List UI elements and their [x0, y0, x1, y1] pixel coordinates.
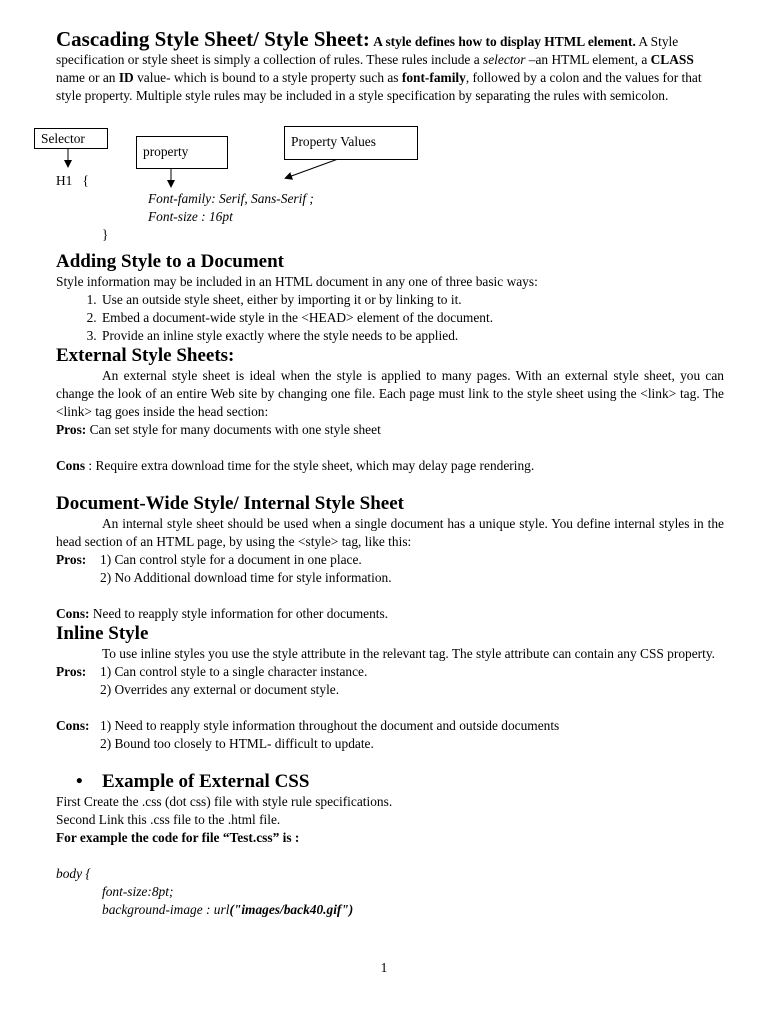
code-body-open: body { [56, 866, 91, 882]
example-line-3-text: For example the code for file “Test.css” is : [56, 830, 300, 846]
pros-label: Pros: [56, 664, 87, 680]
example-line-2: Second Link this .css file to the .html file. [56, 812, 281, 828]
code-font-family: Font-family: Serif, Sans-Serif ; [148, 191, 314, 207]
inline-heading: Inline Style [56, 623, 149, 645]
page-title: Cascading Style Sheet/ Style Sheet: [56, 27, 370, 51]
property-values-label-box: Property Values [284, 126, 418, 160]
external-cons [56, 457, 724, 475]
code-bg-value: ("images/back40.gif") [229, 902, 354, 918]
selector-word: selector [483, 52, 526, 67]
selector-h1: H1 { [56, 173, 89, 189]
code-font-size-line [56, 883, 724, 901]
pros-label: Pros: [56, 552, 87, 568]
selector-label-box: Selector [34, 128, 108, 149]
list-item: 3. Provide an inline style exactly where the style needs to be applied. [100, 327, 724, 345]
docwide-cons [56, 605, 724, 623]
code-font-size-text: font-size:8pt; [102, 884, 174, 900]
document-page [41, 27, 724, 919]
docwide-body: An internal style sheet should be used when a single document has a unique style. You define internal styles in the head section of an HTML page, by using the <style> tag, like this: [56, 516, 724, 550]
example-line-3 [56, 829, 724, 847]
example-heading-text: Example of External CSS [102, 771, 310, 793]
external-body: An external style sheet is ideal when the style is applied to many pages. With an external style sheet, you can change the look of an entire Web site by changing one file. Each page must link to the style sheet using the <link> tag. The <link> tag goes inside the head section: [56, 368, 724, 420]
list-item: 1. Use an outside style sheet, either by importing it or by linking to it. [100, 291, 724, 309]
cons-label: Cons [56, 458, 86, 474]
page-number: 1 [380, 960, 388, 975]
adding-style-heading: Adding Style to a Document [56, 251, 285, 273]
inline-pros-2 [56, 681, 724, 699]
inline-body: To use inline styles you use the style attribute in the relevant tag. The style attribute can contain any CSS property. [102, 646, 716, 662]
id-word: ID [118, 70, 134, 85]
pros-item: 2) No Additional download time for style information. [100, 570, 392, 586]
pros-item: 1) Can control style for a document in one place. [100, 552, 362, 568]
font-family-word: font-family [401, 70, 466, 85]
docwide-heading: Document-Wide Style/ Internal Style Sheet [56, 493, 404, 515]
cons-label: Cons: [56, 606, 90, 622]
cons-text: Need to reapply style information for other documents. [89, 606, 389, 622]
example-heading [56, 771, 724, 793]
css-rule-diagram [41, 118, 724, 251]
cons-item: 1) Need to reapply style information throughout the document and outside documents [100, 718, 560, 734]
class-word: CLASS [650, 52, 694, 67]
cons-label: Cons: [56, 718, 90, 734]
cons-text: : Require extra download time for the style sheet, which may delay page rendering. [85, 458, 535, 474]
pros-text: Can set style for many documents with one style sheet [86, 422, 381, 438]
bullet-icon: • [76, 771, 83, 793]
code-background-line [56, 901, 724, 919]
adding-style-intro: Style information may be included in an HTML document in any one of three basic ways: [56, 274, 538, 290]
intro-text: A Style specification or style sheet is simply a collection of rules. These rules include a [56, 34, 679, 67]
code-bg-prop: background-image : url [102, 902, 230, 918]
values-arrow [286, 159, 338, 178]
example-line-1: First Create the .css (dot css) file with style rule specifications. [56, 794, 393, 810]
docwide-pros [56, 551, 724, 569]
pros-item: 2) Overrides any external or document style. [100, 682, 340, 698]
external-heading: External Style Sheets: [56, 345, 235, 367]
adding-style-list [56, 291, 724, 345]
intro-text: –an HTML element, a [525, 52, 651, 67]
inline-cons-2 [56, 735, 724, 753]
cons-item: 2) Bound too closely to HTML- difficult to update. [100, 736, 374, 752]
property-label-box: property [136, 136, 228, 169]
pros-label: Pros: [56, 422, 87, 438]
code-font-size: Font-size : 16pt [148, 209, 233, 225]
intro-text: value- which is bound to a style property such as [133, 70, 402, 85]
intro-bold-lead: A style defines how to display HTML element. [373, 34, 636, 49]
list-item: 2. Embed a document-wide style in the <HEAD> element of the document. [100, 309, 724, 327]
inline-cons [56, 717, 724, 735]
closing-brace: } [102, 227, 109, 243]
pros-item: 1) Can control style to a single character instance. [100, 664, 368, 680]
intro-text: , followed by a colon and the values for that style property. Multiple style rules may be included in a style specification by separating the rules with semicolon. [56, 70, 702, 103]
inline-pros [56, 663, 724, 681]
docwide-pros-2 [56, 569, 724, 587]
external-pros [56, 421, 724, 439]
intro-text: name or an [56, 70, 119, 85]
